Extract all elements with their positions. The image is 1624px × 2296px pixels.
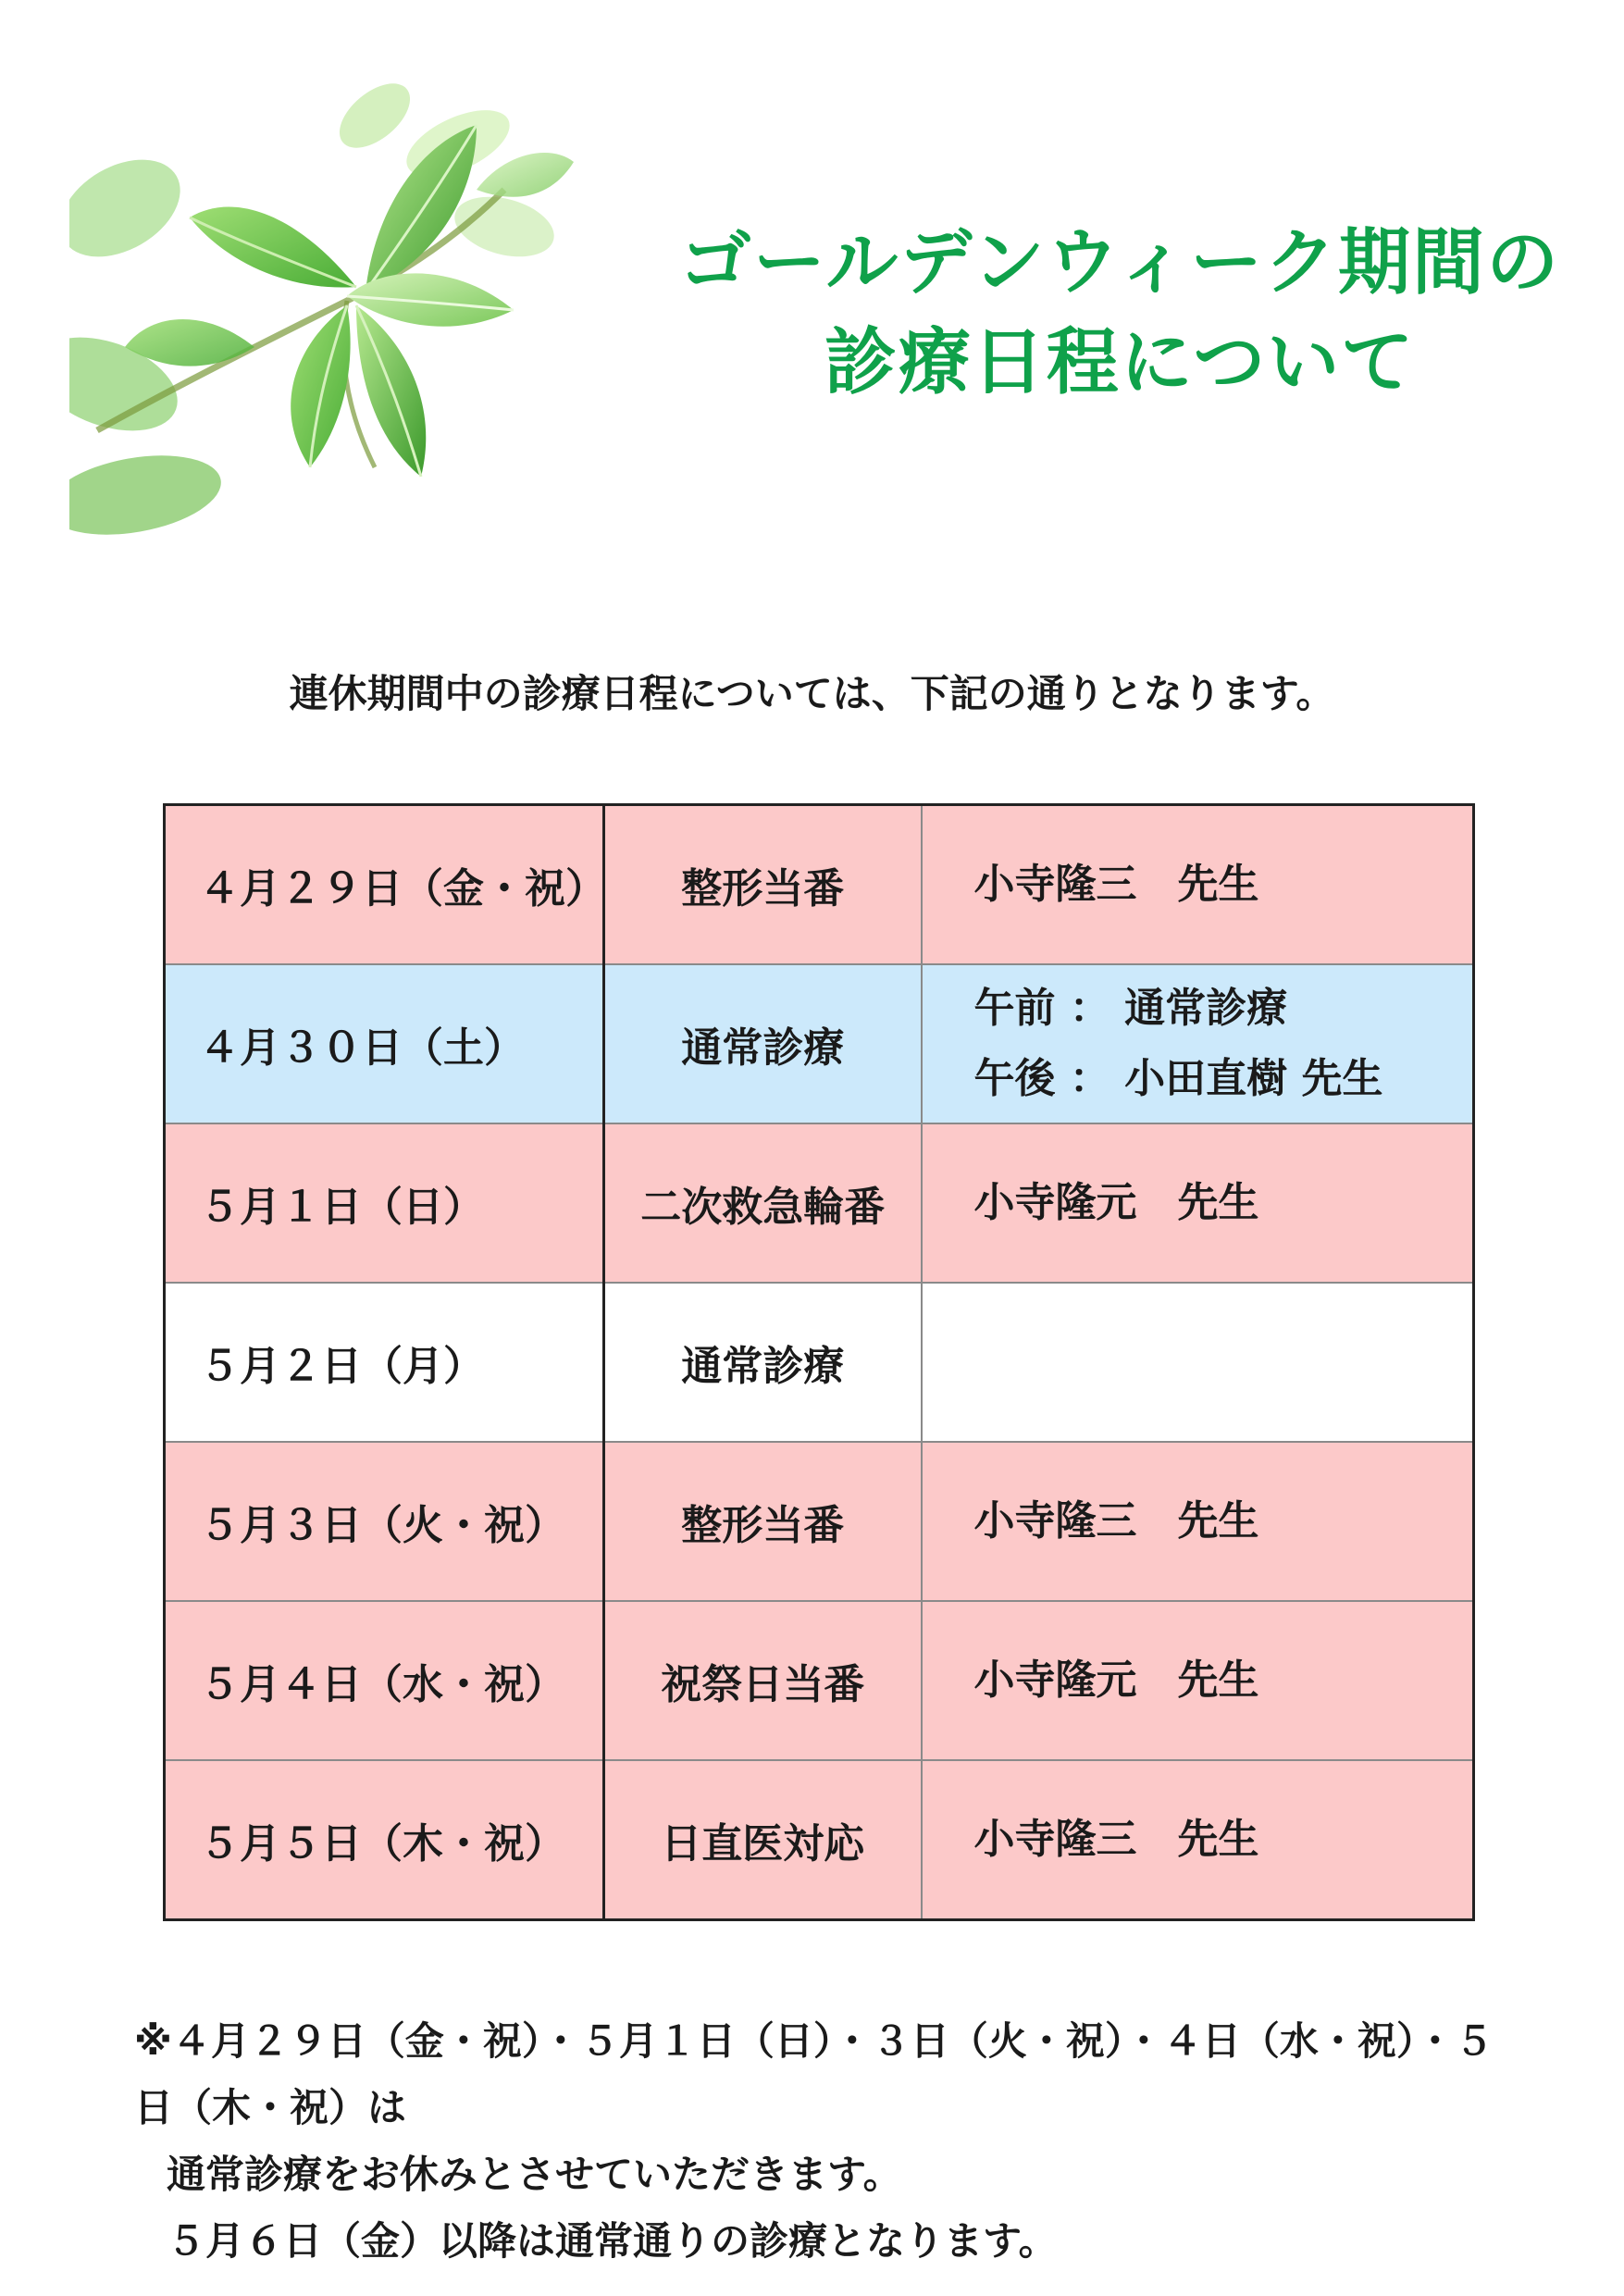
date-cell: ５月３日（火・祝） — [165, 1442, 604, 1601]
green-leaves-photo — [69, 79, 583, 541]
doctor-cell — [922, 1760, 1474, 1920]
service-cell: 整形当番 — [604, 805, 922, 965]
doctor-cell — [922, 964, 1474, 1123]
date-cell: ５月５日（木・祝） — [165, 1760, 604, 1920]
doctor-cell — [922, 1601, 1474, 1760]
doctor-line: 午前 ： 通常診療 — [973, 985, 1288, 1032]
table-row — [165, 1442, 1474, 1601]
date-cell: ４月２９日（金・祝） — [165, 805, 604, 965]
date-cell: ５月２日（月） — [165, 1283, 604, 1442]
service-cell: 通常診療 — [604, 1283, 922, 1442]
table-row — [165, 1760, 1474, 1920]
table-row — [165, 1283, 1474, 1442]
doctor-line: 小寺隆三 先生 — [973, 1816, 1259, 1863]
page-title — [638, 213, 1601, 413]
note-line-3: ５月６日（金）以降は通常通りの診療となります。 — [167, 2218, 1058, 2264]
title-line-1: ゴールデンウィーク期間の — [678, 221, 1561, 304]
service-cell: 整形当番 — [604, 1442, 922, 1601]
doctor-line: 午後 ： 小田直樹 先生 — [973, 1055, 1383, 1102]
title-line-2: 診療日程について — [824, 321, 1416, 404]
doctor-cell — [922, 1442, 1474, 1601]
date-cell: ４月３０日（土） — [165, 964, 604, 1123]
service-cell: 日直医対応 — [604, 1760, 922, 1920]
doctor-cell — [922, 1123, 1474, 1283]
service-cell: 通常診療 — [604, 964, 922, 1123]
doctor-cell — [922, 805, 1474, 965]
doctor-line: 小寺隆三 先生 — [973, 1497, 1259, 1545]
service-cell: 祝祭日当番 — [604, 1601, 922, 1760]
service-cell: 二次救急輪番 — [604, 1123, 922, 1283]
doctor-line: 小寺隆元 先生 — [973, 1657, 1259, 1704]
notes — [134, 2008, 1522, 2275]
note-line-1: ※４月２９日（金・祝）・５月１日（日）・３日（火・祝）・４日（水・祝）・５日（木・祝）は — [134, 2018, 1494, 2130]
table-row — [165, 1123, 1474, 1283]
date-cell: ５月１日（日） — [165, 1123, 604, 1283]
schedule-table — [163, 803, 1475, 1921]
table-row — [165, 1601, 1474, 1760]
note-line-2: 通常診療をお休みとさせていただきます。 — [167, 2152, 902, 2197]
doctor-cell — [922, 1283, 1474, 1442]
intro-text: 連休期間中の診療日程については、下記の通りとなります。 — [289, 671, 1335, 716]
table-row — [165, 805, 1474, 965]
doctor-line: 小寺隆元 先生 — [973, 1179, 1259, 1226]
date-cell: ５月４日（水・祝） — [165, 1601, 604, 1760]
doctor-line: 小寺隆三 先生 — [973, 861, 1259, 908]
table-row — [165, 964, 1474, 1123]
